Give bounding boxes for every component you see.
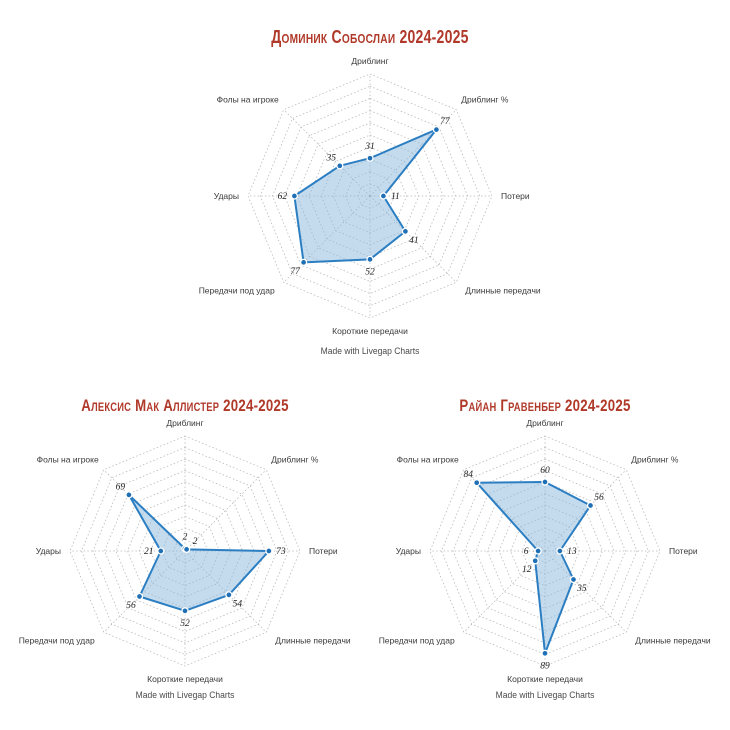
radar-value-label: 56 (126, 601, 136, 611)
radar-point (184, 546, 190, 552)
chart-block-gravenberch (360, 380, 730, 725)
radar-axis-label: Фолы на игроке (396, 454, 459, 465)
radar-axis-label: Фолы на игроке (216, 94, 279, 105)
radar-point (542, 479, 548, 485)
radar-value-label: 13 (567, 547, 577, 557)
radar-value-label: 62 (277, 192, 288, 202)
radar-value-label: 21 (144, 547, 154, 557)
radar-chart (150, 48, 590, 348)
radar-axis-label: Короткие передачи (507, 674, 583, 684)
radar-axis-label: Длинные передачи (635, 635, 711, 646)
radar-axis-label: Передачи под удар (18, 635, 95, 646)
chart-title: Райан Гравенбер 2024-2025 (459, 396, 631, 416)
radar-value-label: 2 (182, 532, 188, 543)
chart-caption: Made with Livegap Charts (135, 690, 235, 700)
radar-value-label: 2 (192, 536, 198, 547)
radar-axis-label: Короткие передачи (332, 326, 408, 336)
radar-point (557, 548, 563, 554)
chart-caption: Made with Livegap Charts (320, 346, 420, 356)
chart-title: Алексис Мак Аллистер 2024-2025 (81, 396, 289, 416)
radar-point (226, 592, 232, 598)
radar-point (367, 256, 373, 262)
radar-chart (360, 406, 730, 698)
radar-point (380, 193, 386, 199)
radar-point (532, 558, 538, 564)
radar-point (182, 608, 188, 614)
radar-value-label: 69 (115, 482, 126, 493)
radar-point (337, 163, 343, 169)
radar-value-label: 31 (365, 142, 375, 153)
radar-axis-label: Длинные передачи (275, 635, 351, 646)
chart-caption: Made with Livegap Charts (495, 690, 595, 700)
radar-value-label: 84 (463, 470, 473, 481)
radar-point (535, 548, 541, 554)
radar-value-label: 77 (440, 117, 450, 128)
radar-value-label: 56 (594, 493, 604, 503)
radar-axis-label: Удары (213, 191, 239, 201)
radar-value-label: 60 (540, 466, 550, 476)
radar-point (137, 594, 143, 600)
radar-point (542, 650, 548, 656)
radar-point (367, 155, 373, 161)
radar-value-label: 35 (326, 153, 337, 164)
radar-point (402, 228, 408, 234)
radar-point (266, 548, 272, 554)
radar-point (571, 577, 577, 583)
radar-axis-label: Удары (35, 546, 61, 556)
radar-value-label: 73 (276, 547, 286, 557)
radar-value-label: 77 (290, 266, 300, 277)
radar-axis-label: Фолы на игроке (36, 454, 99, 465)
radar-axis-label: Передачи под удар (198, 285, 275, 296)
radar-value-label: 35 (577, 583, 587, 594)
radar-value-label: 41 (409, 235, 419, 246)
radar-axis-label: Дриблинг (166, 418, 204, 428)
radar-point (158, 548, 164, 554)
radar-point (588, 503, 594, 509)
radar-axis-label: Потери (669, 546, 698, 556)
chart-title: Доминик Собослаи 2024-2025 (271, 26, 469, 47)
radar-axis-label: Дриблинг (526, 418, 564, 428)
radar-value-label: 52 (365, 267, 375, 278)
chart-block-szoboszlai (150, 10, 590, 370)
radar-point (126, 492, 132, 498)
radar-axis-label: Дриблинг (351, 56, 389, 66)
radar-axis-label: Потери (309, 546, 338, 556)
radar-axis-label: Дриблинг % (271, 454, 319, 465)
radar-chart (0, 406, 370, 698)
radar-axis-label: Дриблинг % (631, 454, 679, 465)
radar-axis-label: Короткие передачи (147, 674, 223, 684)
radar-axis-label: Потери (501, 191, 530, 201)
radar-value-label: 6 (523, 547, 529, 557)
radar-point (301, 259, 307, 265)
chart-block-macallister (0, 380, 370, 725)
radar-value-label: 89 (540, 661, 550, 672)
radar-axis-label: Длинные передачи (465, 285, 541, 296)
radar-value-label: 11 (391, 192, 400, 202)
radar-point (291, 193, 297, 199)
radar-value-label: 12 (522, 565, 532, 576)
radar-value-label: 52 (180, 618, 190, 629)
radar-value-label: 54 (232, 599, 243, 610)
radar-axis-label: Дриблинг % (461, 94, 509, 105)
radar-axis-label: Удары (395, 546, 421, 556)
radar-point (433, 127, 439, 133)
radar-axis-label: Передачи под удар (378, 635, 455, 646)
radar-point (474, 480, 480, 486)
